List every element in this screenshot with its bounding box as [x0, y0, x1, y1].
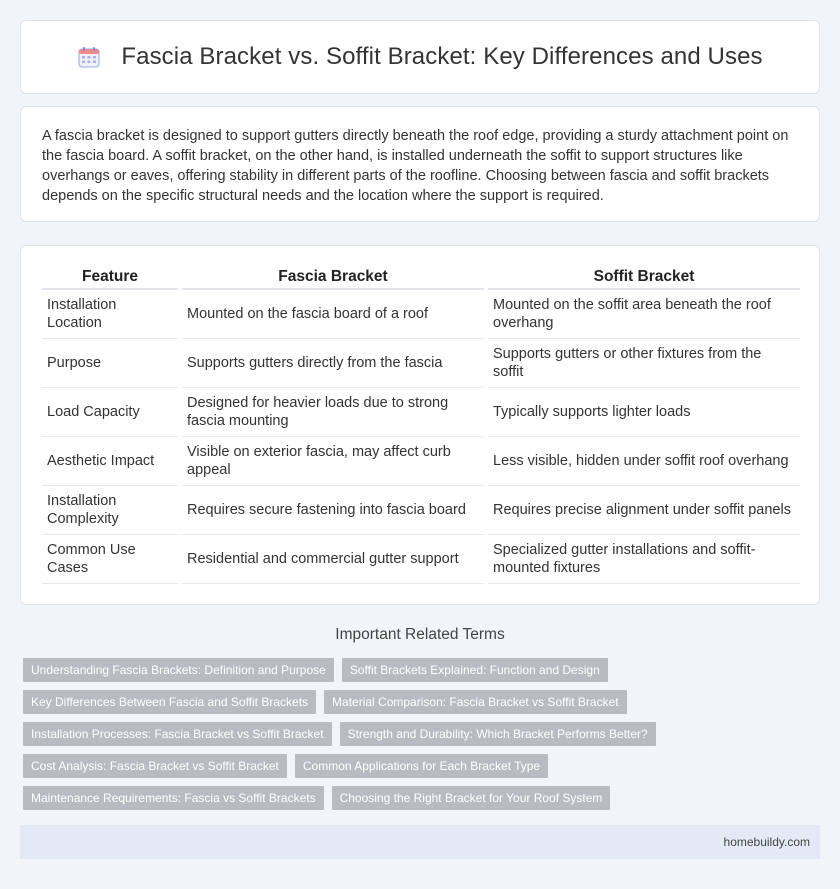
calendar-icon — [77, 45, 101, 69]
footer — [20, 825, 820, 859]
header-soffit-bracket: Soffit Bracket — [488, 264, 800, 290]
feature-cell: Load Capacity — [42, 388, 178, 437]
tag-row — [23, 658, 823, 682]
related-term-tag[interactable]: Common Applications for Each Bracket Type — [295, 754, 548, 778]
related-term-tag[interactable]: Soffit Brackets Explained: Function and Design — [342, 658, 608, 682]
related-term-tag[interactable]: Understanding Fascia Brackets: Definition and Purpose — [23, 658, 334, 682]
soffit-cell: Supports gutters or other fixtures from the soffit — [488, 339, 800, 388]
tag-row — [23, 754, 823, 778]
table-row — [42, 437, 800, 486]
comparison-table — [38, 264, 804, 584]
table-row — [42, 486, 800, 535]
related-terms-list — [23, 658, 823, 818]
table-row — [42, 339, 800, 388]
soffit-cell: Typically supports lighter loads — [488, 388, 800, 437]
feature-cell: Aesthetic Impact — [42, 437, 178, 486]
related-term-tag[interactable]: Strength and Durability: Which Bracket Performs Better? — [340, 722, 656, 746]
table-row — [42, 535, 800, 584]
footer-site-link[interactable]: homebuildy.com — [723, 835, 810, 849]
soffit-cell: Requires precise alignment under soffit panels — [488, 486, 800, 535]
tag-row — [23, 786, 823, 810]
related-terms-title: Important Related Terms — [335, 626, 505, 643]
table-header-row — [42, 264, 800, 290]
feature-cell: Installation Complexity — [42, 486, 178, 535]
header-feature: Feature — [42, 264, 178, 290]
fascia-cell: Designed for heavier loads due to strong fascia mounting — [182, 388, 484, 437]
tag-row — [23, 690, 823, 714]
fascia-cell: Visible on exterior fascia, may affect curb appeal — [182, 437, 484, 486]
header-fascia-bracket: Fascia Bracket — [182, 264, 484, 290]
fascia-cell: Mounted on the fascia board of a roof — [182, 290, 484, 339]
tag-row — [23, 722, 823, 746]
related-term-tag[interactable]: Material Comparison: Fascia Bracket vs Soffit Bracket — [324, 690, 627, 714]
soffit-cell: Mounted on the soffit area beneath the roof overhang — [488, 290, 800, 339]
fascia-cell: Requires secure fastening into fascia board — [182, 486, 484, 535]
page-title: Fascia Bracket vs. Soffit Bracket: Key Differences and Uses — [121, 43, 763, 70]
fascia-cell: Supports gutters directly from the fascia — [182, 339, 484, 388]
feature-cell: Installation Location — [42, 290, 178, 339]
related-term-tag[interactable]: Installation Processes: Fascia Bracket vs Soffit Bracket — [23, 722, 332, 746]
soffit-cell: Specialized gutter installations and soffit-mounted fixtures — [488, 535, 800, 584]
related-term-tag[interactable]: Maintenance Requirements: Fascia vs Soffit Brackets — [23, 786, 324, 810]
table-row — [42, 290, 800, 339]
related-term-tag[interactable]: Cost Analysis: Fascia Bracket vs Soffit Bracket — [23, 754, 287, 778]
fascia-cell: Residential and commercial gutter support — [182, 535, 484, 584]
feature-cell: Common Use Cases — [42, 535, 178, 584]
related-term-tag[interactable]: Key Differences Between Fascia and Soffit Brackets — [23, 690, 316, 714]
related-term-tag[interactable]: Choosing the Right Bracket for Your Roof System — [332, 786, 611, 810]
header — [77, 43, 762, 71]
comparison-table-card — [20, 245, 820, 605]
intro-text: A fascia bracket is designed to support gutters directly beneath the roof edge, providing a sturdy attachment point on the fascia board. A soffit bracket, on the other hand, is installed underneath the soffit to support structures like overhangs or eaves, offering stability in different parts of the roofline. Choosing between fascia and soffit brackets depends on the specific structural needs and the location where the support is required. — [42, 128, 789, 204]
feature-cell: Purpose — [42, 339, 178, 388]
header-card — [20, 20, 820, 94]
intro-card — [20, 106, 820, 222]
table-row — [42, 388, 800, 437]
soffit-cell: Less visible, hidden under soffit roof overhang — [488, 437, 800, 486]
